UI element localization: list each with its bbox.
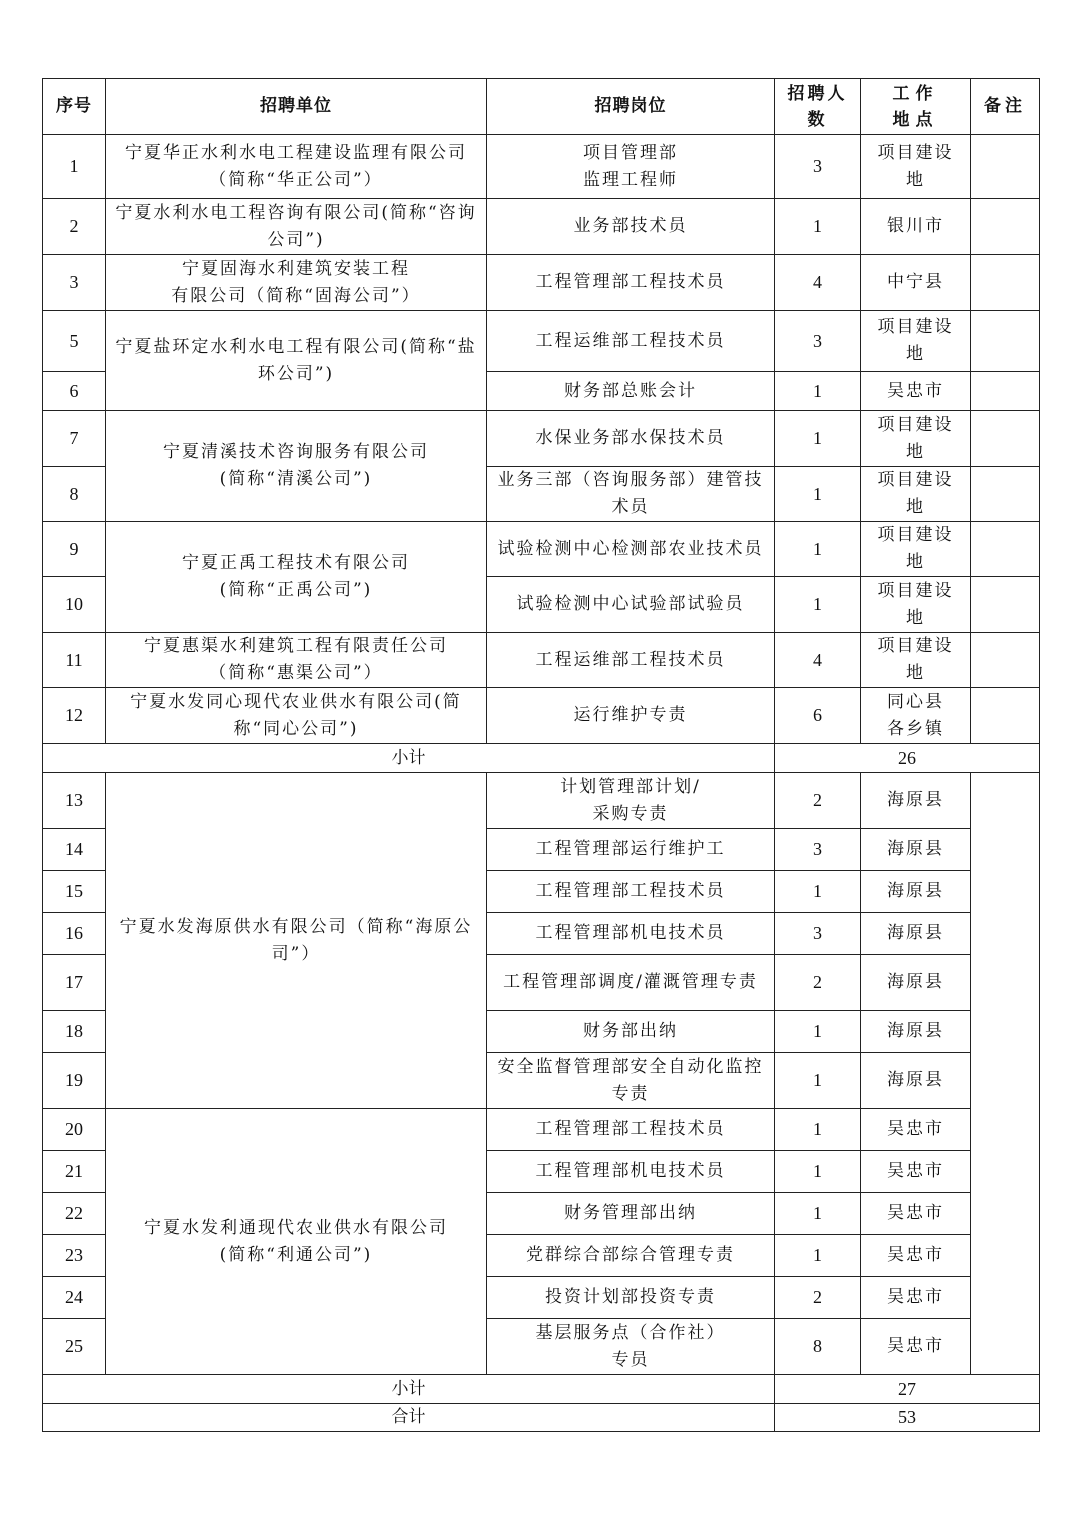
row-post: 党群综合部综合管理专责 <box>487 1235 775 1277</box>
header-count: 招聘人 数 <box>775 79 861 135</box>
row-location: 吴忠市 <box>861 1193 971 1235</box>
row-location: 吴忠市 <box>861 372 971 411</box>
row-unit: 宁夏盐环定水利水电工程有限公司(简称“盐环公司”) <box>106 311 487 411</box>
summary-label: 小计 <box>43 1375 775 1404</box>
table-row <box>43 135 1040 199</box>
row-seq: 10 <box>43 577 106 633</box>
row-seq: 24 <box>43 1277 106 1319</box>
row-location: 海原县 <box>861 955 971 1011</box>
row-location: 项目建设 地 <box>861 411 971 467</box>
row-location: 同心县 各乡镇 <box>861 688 971 744</box>
row-note <box>971 467 1040 522</box>
row-seq: 2 <box>43 199 106 255</box>
row-note <box>971 688 1040 744</box>
row-count: 2 <box>775 1277 861 1319</box>
row-location: 海原县 <box>861 913 971 955</box>
row-location: 项目建设 地 <box>861 633 971 688</box>
table-row <box>43 199 1040 255</box>
row-location: 项目建设 地 <box>861 577 971 633</box>
row-seq: 22 <box>43 1193 106 1235</box>
row-count: 1 <box>775 1151 861 1193</box>
row-location: 海原县 <box>861 1011 971 1053</box>
row-post: 安全监督管理部安全自动化监控专责 <box>487 1053 775 1109</box>
row-location: 项目建设 地 <box>861 522 971 577</box>
row-count: 3 <box>775 913 861 955</box>
table-row <box>43 773 1040 829</box>
row-seq: 12 <box>43 688 106 744</box>
table-row <box>43 411 1040 467</box>
row-seq: 1 <box>43 135 106 199</box>
row-location: 项目建设 地 <box>861 135 971 199</box>
header-seq: 序号 <box>43 79 106 135</box>
table-row <box>43 522 1040 577</box>
row-seq: 8 <box>43 467 106 522</box>
row-note <box>971 199 1040 255</box>
row-post: 投资计划部投资专责 <box>487 1277 775 1319</box>
row-unit: 宁夏水发同心现代农业供水有限公司(简称“同心公司”) <box>106 688 487 744</box>
header-post: 招聘岗位 <box>487 79 775 135</box>
row-post: 工程管理部调度/灌溉管理专责 <box>487 955 775 1011</box>
row-note <box>971 135 1040 199</box>
row-location: 吴忠市 <box>861 1319 971 1375</box>
row-count: 4 <box>775 633 861 688</box>
row-seq: 3 <box>43 255 106 311</box>
row-note <box>971 411 1040 467</box>
row-note <box>971 577 1040 633</box>
row-count: 1 <box>775 1011 861 1053</box>
row-post: 计划管理部计划/ 采购专责 <box>487 773 775 829</box>
row-post: 工程运维部工程技术员 <box>487 633 775 688</box>
row-unit: 宁夏水发海原供水有限公司（简称“海原公司”） <box>106 773 487 1109</box>
row-seq: 25 <box>43 1319 106 1375</box>
row-count: 1 <box>775 871 861 913</box>
summary-value: 53 <box>775 1404 1040 1432</box>
row-note <box>971 311 1040 372</box>
row-location: 吴忠市 <box>861 1277 971 1319</box>
row-seq: 15 <box>43 871 106 913</box>
row-unit: 宁夏惠渠水利建筑工程有限责任公司 （简称“惠渠公司”） <box>106 633 487 688</box>
row-seq: 14 <box>43 829 106 871</box>
table-row <box>43 255 1040 311</box>
row-location: 海原县 <box>861 773 971 829</box>
row-post: 工程运维部工程技术员 <box>487 311 775 372</box>
row-post: 工程管理部工程技术员 <box>487 255 775 311</box>
row-post: 财务管理部出纳 <box>487 1193 775 1235</box>
row-post: 工程管理部工程技术员 <box>487 1109 775 1151</box>
summary-value: 27 <box>775 1375 1040 1404</box>
row-location: 银川市 <box>861 199 971 255</box>
row-location: 中宁县 <box>861 255 971 311</box>
table-row <box>43 688 1040 744</box>
row-post: 水保业务部水保技术员 <box>487 411 775 467</box>
row-post: 工程管理部工程技术员 <box>487 871 775 913</box>
row-note <box>971 372 1040 411</box>
row-count: 3 <box>775 135 861 199</box>
row-unit: 宁夏正禹工程技术有限公司 (简称“正禹公司”) <box>106 522 487 633</box>
row-note <box>971 255 1040 311</box>
row-post: 工程管理部运行维护工 <box>487 829 775 871</box>
table-row <box>43 1109 1040 1151</box>
row-location: 吴忠市 <box>861 1151 971 1193</box>
row-unit: 宁夏水利水电工程咨询有限公司(简称“咨询公司”) <box>106 199 487 255</box>
row-count: 4 <box>775 255 861 311</box>
row-count: 1 <box>775 467 861 522</box>
row-count: 1 <box>775 1193 861 1235</box>
row-seq: 23 <box>43 1235 106 1277</box>
row-seq: 11 <box>43 633 106 688</box>
row-count: 1 <box>775 199 861 255</box>
row-count: 6 <box>775 688 861 744</box>
row-post: 财务部出纳 <box>487 1011 775 1053</box>
row-note <box>971 633 1040 688</box>
row-post: 财务部总账会计 <box>487 372 775 411</box>
section-two-body <box>43 773 1040 1432</box>
recruitment-table-page <box>42 78 1039 1432</box>
row-count: 2 <box>775 955 861 1011</box>
row-post: 基层服务点（合作社） 专员 <box>487 1319 775 1375</box>
row-count: 1 <box>775 522 861 577</box>
row-seq: 7 <box>43 411 106 467</box>
row-count: 3 <box>775 311 861 372</box>
row-post: 业务三部（咨询服务部）建管技术员 <box>487 467 775 522</box>
row-post: 工程管理部机电技术员 <box>487 1151 775 1193</box>
row-post: 工程管理部机电技术员 <box>487 913 775 955</box>
row-note <box>971 773 1040 1375</box>
row-seq: 13 <box>43 773 106 829</box>
row-post: 业务部技术员 <box>487 199 775 255</box>
row-location: 海原县 <box>861 871 971 913</box>
row-note <box>971 522 1040 577</box>
summary-row <box>43 1375 1040 1404</box>
row-count: 8 <box>775 1319 861 1375</box>
row-seq: 16 <box>43 913 106 955</box>
row-seq: 21 <box>43 1151 106 1193</box>
row-unit: 宁夏清溪技术咨询服务有限公司 (简称“清溪公司”) <box>106 411 487 522</box>
row-location: 海原县 <box>861 829 971 871</box>
table-row <box>43 633 1040 688</box>
row-count: 1 <box>775 372 861 411</box>
row-seq: 9 <box>43 522 106 577</box>
row-seq: 20 <box>43 1109 106 1151</box>
recruitment-table <box>42 78 1040 1432</box>
row-seq: 17 <box>43 955 106 1011</box>
row-post: 试验检测中心试验部试验员 <box>487 577 775 633</box>
row-location: 项目建设 地 <box>861 467 971 522</box>
row-count: 1 <box>775 411 861 467</box>
section-one-body <box>43 135 1040 773</box>
row-count: 1 <box>775 1053 861 1109</box>
row-unit: 宁夏华正水利水电工程建设监理有限公司（简称“华正公司”） <box>106 135 487 199</box>
summary-row <box>43 1404 1040 1432</box>
row-post: 项目管理部 监理工程师 <box>487 135 775 199</box>
header-note: 备注 <box>971 79 1040 135</box>
row-seq: 5 <box>43 311 106 372</box>
row-post: 运行维护专责 <box>487 688 775 744</box>
header-location: 工作 地点 <box>861 79 971 135</box>
row-location: 吴忠市 <box>861 1109 971 1151</box>
row-count: 3 <box>775 829 861 871</box>
summary-label: 小计 <box>43 744 775 773</box>
row-location: 项目建设 地 <box>861 311 971 372</box>
table-row <box>43 311 1040 372</box>
summary-value: 26 <box>775 744 1040 773</box>
row-post: 试验检测中心检测部农业技术员 <box>487 522 775 577</box>
row-count: 2 <box>775 773 861 829</box>
row-count: 1 <box>775 1235 861 1277</box>
row-location: 吴忠市 <box>861 1235 971 1277</box>
row-location: 海原县 <box>861 1053 971 1109</box>
summary-label: 合计 <box>43 1404 775 1432</box>
row-unit: 宁夏固海水利建筑安装工程 有限公司（简称“固海公司”） <box>106 255 487 311</box>
header-row <box>43 79 1040 135</box>
row-seq: 19 <box>43 1053 106 1109</box>
row-unit: 宁夏水发利通现代农业供水有限公司 (简称“利通公司”) <box>106 1109 487 1375</box>
summary-row <box>43 744 1040 773</box>
header-unit: 招聘单位 <box>106 79 487 135</box>
row-count: 1 <box>775 1109 861 1151</box>
row-seq: 6 <box>43 372 106 411</box>
row-count: 1 <box>775 577 861 633</box>
row-seq: 18 <box>43 1011 106 1053</box>
